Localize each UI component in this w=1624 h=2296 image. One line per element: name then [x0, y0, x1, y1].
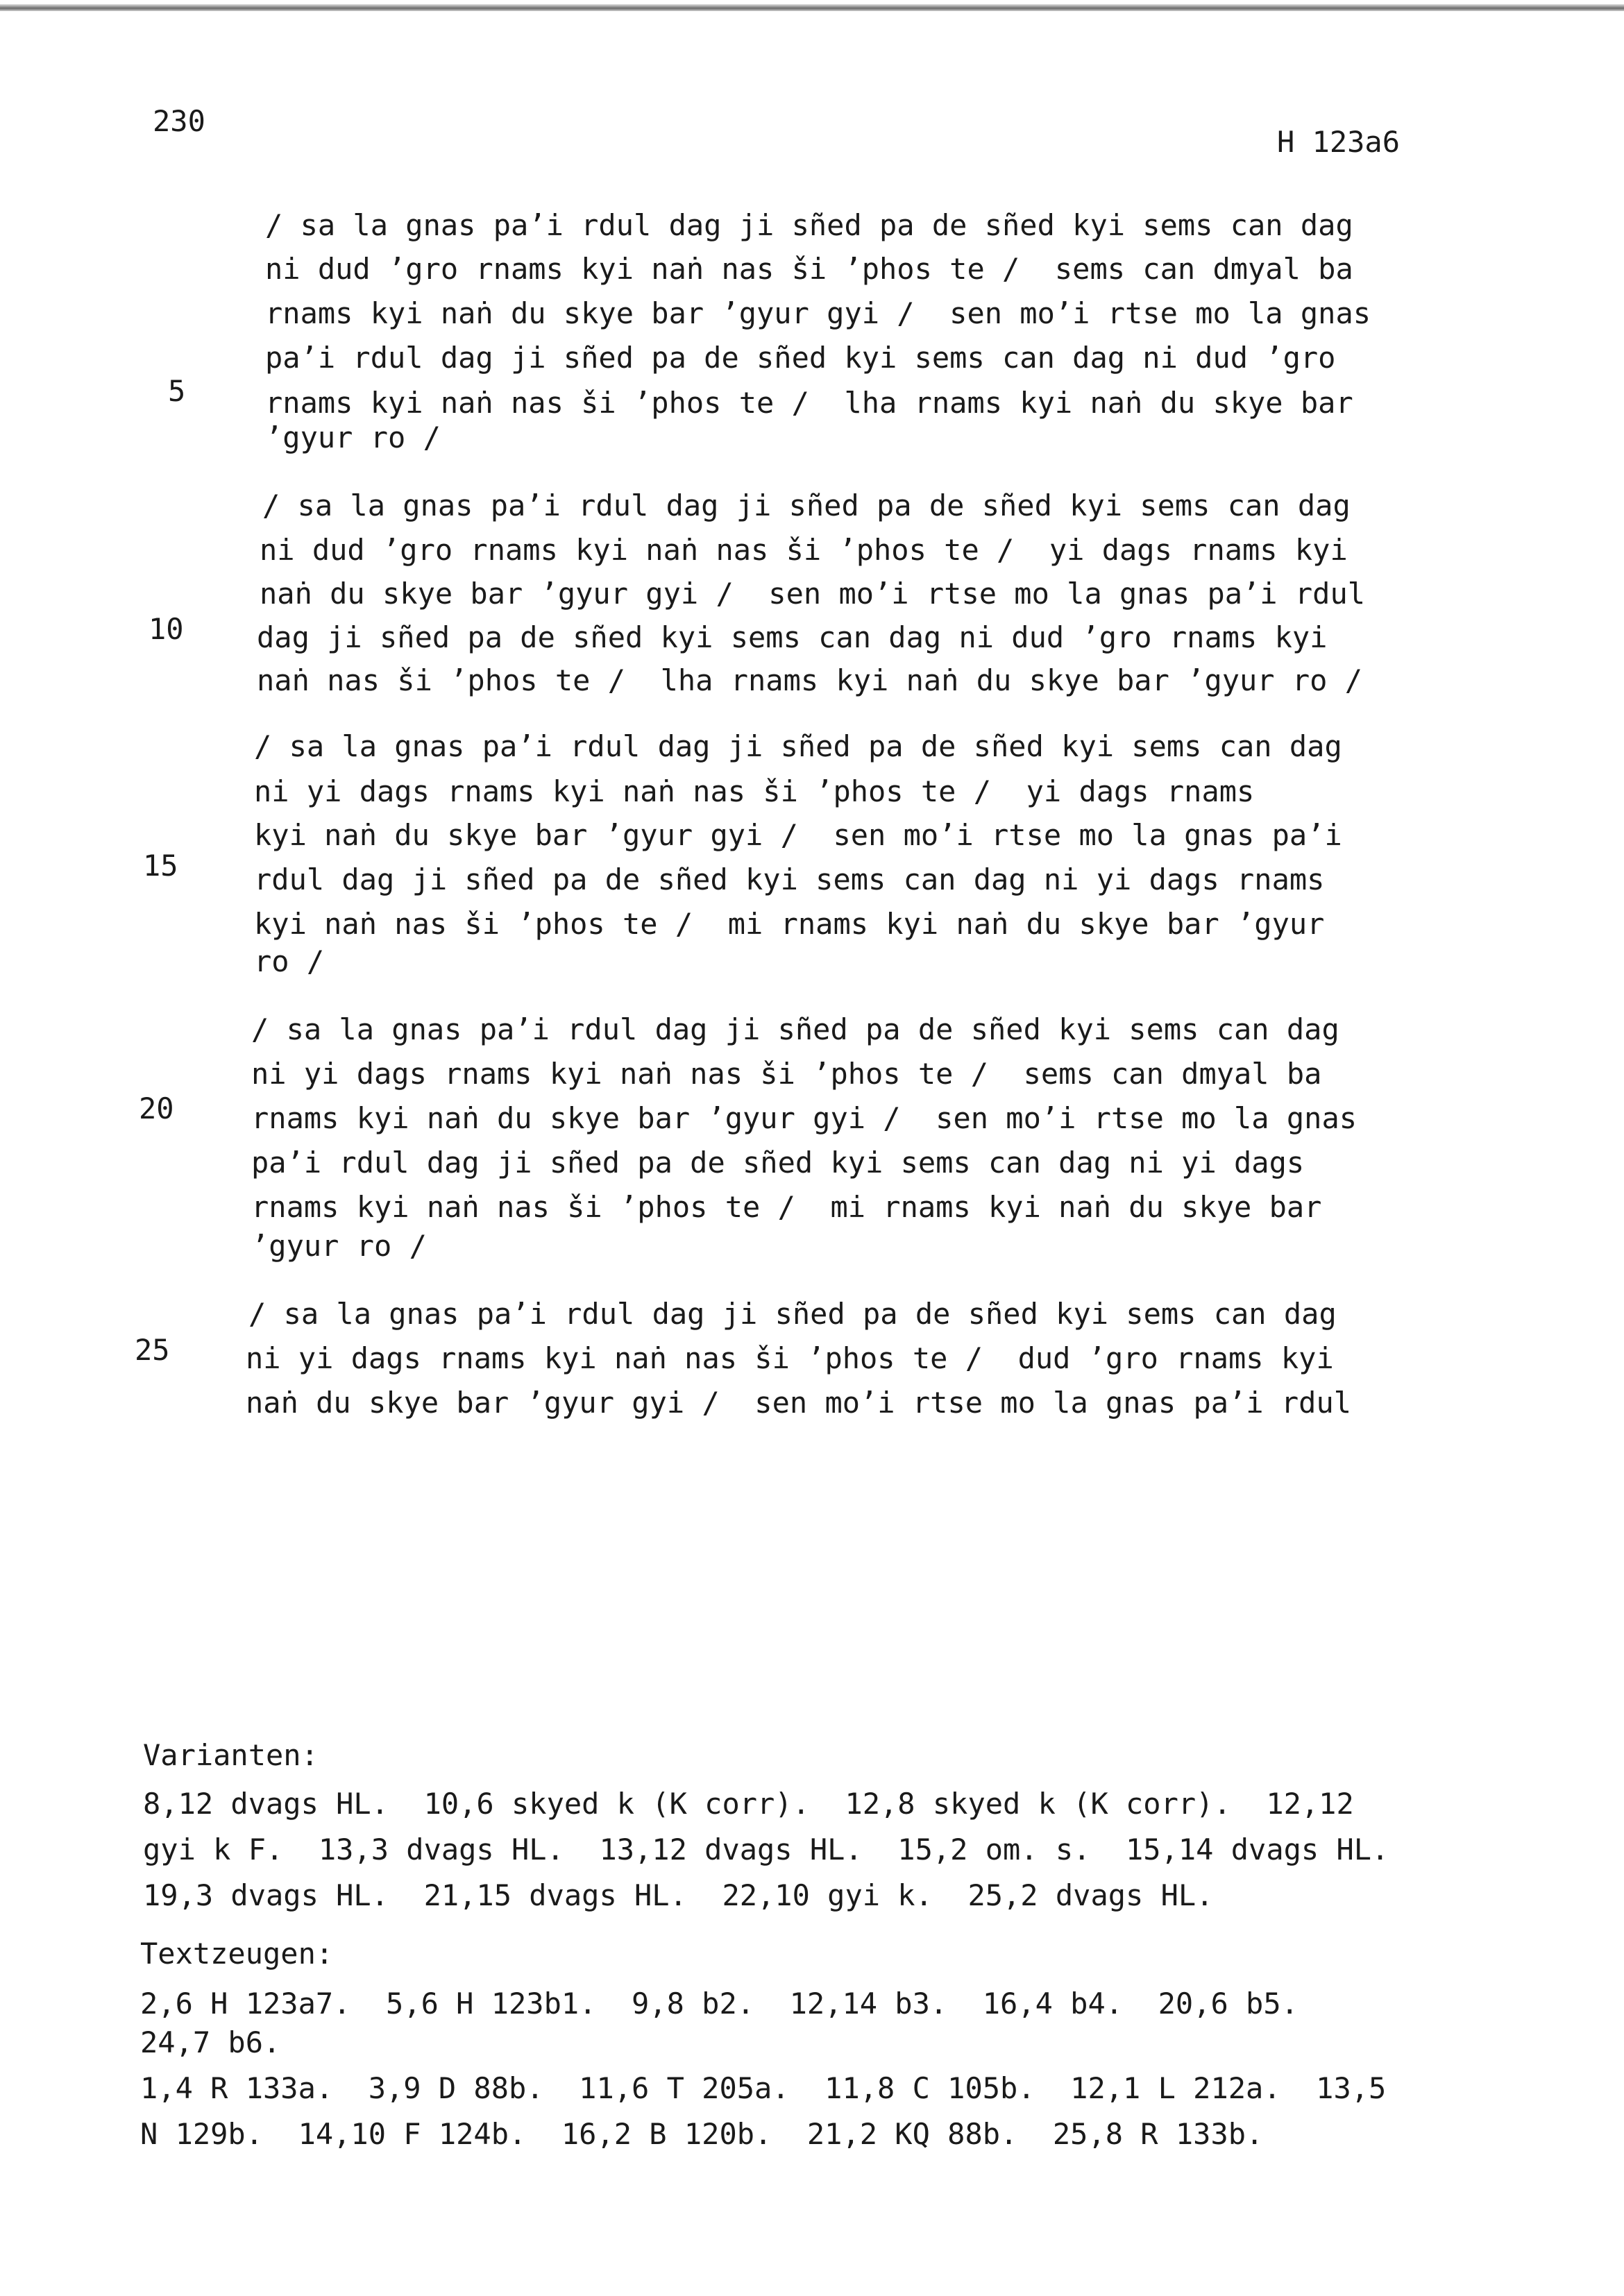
text-line-23: ’gyur ro /: [251, 1229, 427, 1263]
line-number-5: 5: [168, 374, 186, 408]
textzeugen-line-4: N 129b. 14,10 F 124b. 16,2 B 120b. 21,2 KQ 88b. 25,8 R 133b.: [140, 2117, 1264, 2151]
text-line-9: naṅ du skye bar ’gyur gyi / sen mo’i rtse mo la gnas pa’i rdul: [260, 577, 1366, 611]
text-line-6: ’gyur ro /: [265, 420, 441, 454]
text-line-7: / sa la gnas pa’i rdul dag ji sñed pa de sñed kyi sems can dag: [262, 488, 1351, 522]
varianten-heading: Varianten:: [143, 1738, 319, 1772]
text-line-1: / sa la gnas pa’i rdul dag ji sñed pa de sñed kyi sems can dag: [265, 208, 1353, 242]
textzeugen-line-3: 1,4 R 133a. 3,9 D 88b. 11,6 T 205a. 11,8 C 105b. 12,1 L 212a. 13,5: [140, 2071, 1387, 2105]
text-line-22: rnams kyi naṅ nas ši ’phos te / mi rnams kyi naṅ du skye bar: [251, 1190, 1322, 1224]
text-line-12: / sa la gnas pa’i rdul dag ji sñed pa de sñed kyi sems can dag: [254, 729, 1342, 763]
line-number-25: 25: [135, 1333, 170, 1367]
text-line-4: pa’i rdul dag ji sñed pa de sñed kyi sems can dag ni dud ’gro: [265, 341, 1336, 375]
page-number: 230: [153, 104, 205, 138]
varianten-line-3: 19,3 dvags HL. 21,15 dvags HL. 22,10 gyi k. 25,2 dvags HL.: [143, 1878, 1214, 1912]
line-number-15: 15: [143, 849, 178, 883]
varianten-line-2: gyi k F. 13,3 dvags HL. 13,12 dvags HL. 15,2 om. s. 15,14 dvags HL.: [143, 1832, 1389, 1866]
text-line-3: rnams kyi naṅ du skye bar ’gyur gyi / sen mo’i rtse mo la gnas: [265, 296, 1371, 330]
folio-reference: H 123a6: [1277, 125, 1401, 159]
line-number-10: 10: [149, 612, 184, 646]
text-line-19: ni yi dags rnams kyi naṅ nas ši ’phos te / sems can dmyal ba: [251, 1057, 1322, 1091]
text-line-21: pa’i rdul dag ji sñed pa de sñed kyi sems can dag ni yi dags: [251, 1146, 1305, 1180]
text-line-24: / sa la gnas pa’i rdul dag ji sñed pa de sñed kyi sems can dag: [248, 1297, 1337, 1331]
text-line-14: kyi naṅ du skye bar ’gyur gyi / sen mo’i rtse mo la gnas pa’i: [254, 818, 1342, 852]
textzeugen-line-2: 24,7 b6.: [140, 2025, 281, 2059]
text-line-11: naṅ nas ši ’phos te / lha rnams kyi naṅ du skye bar ’gyur ro /: [257, 663, 1363, 697]
text-line-25: ni yi dags rnams kyi naṅ nas ši ’phos te / dud ’gro rnams kyi: [246, 1341, 1334, 1375]
text-line-26: naṅ du skye bar ’gyur gyi / sen mo’i rtse mo la gnas pa’i rdul: [246, 1386, 1352, 1420]
scan-top-edge: [0, 4, 1624, 11]
text-line-16: kyi naṅ nas ši ’phos te / mi rnams kyi naṅ du skye bar ’gyur: [254, 907, 1325, 941]
text-line-13: ni yi dags rnams kyi naṅ nas ši ’phos te / yi dags rnams: [254, 774, 1255, 808]
line-number-20: 20: [139, 1091, 174, 1125]
text-line-5: rnams kyi naṅ nas ši ’phos te / lha rnams kyi naṅ du skye bar: [265, 386, 1353, 420]
textzeugen-heading: Textzeugen:: [140, 1937, 334, 1971]
text-line-20: rnams kyi naṅ du skye bar ’gyur gyi / sen mo’i rtse mo la gnas: [251, 1101, 1357, 1135]
text-line-17: ro /: [254, 944, 325, 978]
text-line-2: ni dud ’gro rnams kyi naṅ nas ši ’phos te / sems can dmyal ba: [265, 252, 1353, 286]
text-line-8: ni dud ’gro rnams kyi naṅ nas ši ’phos te / yi dags rnams kyi: [260, 533, 1348, 567]
text-line-10: dag ji sñed pa de sñed kyi sems can dag ni dud ’gro rnams kyi: [257, 620, 1328, 654]
textzeugen-line-1: 2,6 H 123a7. 5,6 H 123b1. 9,8 b2. 12,14 b3. 16,4 b4. 20,6 b5.: [140, 1987, 1299, 2021]
text-line-15: rdul dag ji sñed pa de sñed kyi sems can dag ni yi dags rnams: [254, 862, 1325, 896]
text-line-18: / sa la gnas pa’i rdul dag ji sñed pa de sñed kyi sems can dag: [251, 1012, 1339, 1046]
varianten-line-1: 8,12 dvags HL. 10,6 skyed k (K corr). 12,8 skyed k (K corr). 12,12: [143, 1787, 1354, 1821]
